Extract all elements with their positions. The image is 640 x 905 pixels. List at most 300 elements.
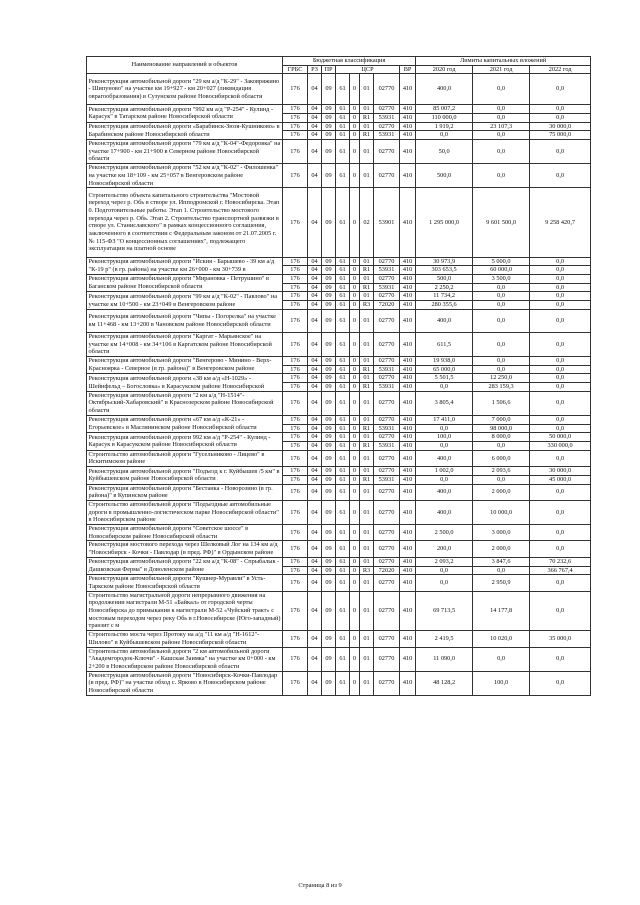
cell-2020: 19 938,0 [416,356,473,365]
object-name: Реконструкция автомобильной дороги 992 км а/д "Р-254" - Кулинд - Карасук в Карасукском районе Новосибирской области [87,433,283,450]
cell-vr: 410 [400,475,416,484]
cell-csr-direction: 02770 [374,292,400,301]
cell-csr-event: 01 [360,541,374,557]
cell-csr-program: 61 [336,383,350,392]
object-name: Строительство автомобильной дороги "2 км автомобильной дороги "Академгородок-Ключи" - Кашская Заимка" на участке км 0+000 - км 2+200 в Новосибирском районе Новосибирской области [87,647,283,671]
cell-grbs: 176 [283,500,308,524]
cell-pr: 09 [322,557,336,566]
cell-2021: 0,0 [473,301,530,310]
cell-vr: 410 [400,500,416,524]
cell-rz: 04 [308,415,322,424]
cell-csr-direction: 02770 [374,105,400,114]
cell-pr: 09 [322,74,336,105]
object-name: Реконструкция автомобильной дороги «38 км а/д «Н-1029» - Шейнфельд – Богословка» в Карасукском районе Новосибирской [87,374,283,391]
cell-csr-event: 01 [360,415,374,424]
cell-vr: 410 [400,557,416,566]
table-row [87,105,591,114]
table-body [87,74,591,695]
cell-rz: 04 [308,374,322,383]
cell-pr: 09 [322,356,336,365]
cell-vr: 410 [400,274,416,283]
cell-csr-program: 61 [336,566,350,575]
cell-2021: 2 093,6 [473,467,530,476]
cell-2022: 30 000,0 [530,467,591,476]
cell-rz: 04 [308,566,322,575]
cell-csr-event: R1 [360,131,374,140]
cell-rz: 04 [308,575,322,591]
cell-2022: 0,0 [530,671,591,695]
cell-2021: 0,0 [473,332,530,356]
cell-pr: 09 [322,467,336,476]
document-page [86,56,590,696]
cell-2022: 75 000,0 [530,131,591,140]
object-name: Реконструкция автомобильной дороги "Кушнер-Муравли" в Усть-Таркском районе Новосибирской области [87,575,283,591]
cell-rz: 04 [308,541,322,557]
cell-rz: 04 [308,122,322,131]
cell-csr-event: R1 [360,441,374,450]
cell-2020: 11 090,0 [416,647,473,671]
cell-rz: 04 [308,140,322,164]
cell-csr-subprogram: 0 [350,274,360,283]
cell-vr: 410 [400,374,416,383]
cell-rz: 04 [308,475,322,484]
cell-csr-program: 61 [336,309,350,332]
cell-vr: 410 [400,450,416,466]
cell-pr: 09 [322,500,336,524]
cell-grbs: 176 [283,591,308,631]
cell-pr: 09 [322,566,336,575]
cell-pr: 09 [322,309,336,332]
header-rz: РЗ [308,65,322,74]
cell-pr: 09 [322,374,336,383]
cell-csr-event: R3 [360,566,374,575]
cell-pr: 09 [322,257,336,266]
cell-2021: 0,0 [473,566,530,575]
cell-csr-program: 61 [336,164,350,188]
table-row [87,292,591,301]
cell-csr-subprogram: 0 [350,374,360,383]
cell-pr: 09 [322,164,336,188]
cell-2020: 85 007,2 [416,105,473,114]
cell-2022: 0,0 [530,292,591,301]
cell-2020: 110 000,0 [416,113,473,122]
cell-2021: 0,0 [473,105,530,114]
cell-csr-program: 61 [336,541,350,557]
cell-vr: 410 [400,671,416,695]
cell-csr-event: R1 [360,475,374,484]
object-name: Реконструкция автомобильной дороги "Новосибирск-Кочки-Павлодар (в пред. РФ)" на участке обход с. Ярково в Новосибирском районе Новосибирской области [87,671,283,695]
cell-pr: 09 [322,433,336,442]
cell-2020: 400,0 [416,450,473,466]
cell-2021: 0,0 [473,140,530,164]
cell-rz: 04 [308,257,322,266]
cell-csr-event: 01 [360,374,374,383]
cell-rz: 04 [308,356,322,365]
cell-2022: 0,0 [530,332,591,356]
cell-csr-program: 61 [336,332,350,356]
cell-2022: 0,0 [530,309,591,332]
cell-csr-event: 01 [360,356,374,365]
cell-csr-program: 61 [336,557,350,566]
cell-2021: 3 847,6 [473,557,530,566]
cell-csr-direction: 02770 [374,309,400,332]
cell-csr-program: 61 [336,266,350,275]
cell-rz: 04 [308,557,322,566]
cell-grbs: 176 [283,541,308,557]
cell-2021: 1 506,6 [473,391,530,415]
cell-grbs: 176 [283,383,308,392]
cell-2021: 100,0 [473,671,530,695]
cell-rz: 04 [308,500,322,524]
table-row [87,484,591,500]
cell-2020: 0,0 [416,475,473,484]
cell-pr: 09 [322,283,336,292]
cell-csr-event: 01 [360,525,374,541]
cell-pr: 09 [322,113,336,122]
cell-csr-direction: 02770 [374,647,400,671]
object-name: Реконструкция автомобильной дороги "29 км а/д "К-29" - Заковряжино - Шипуново" на участке км 19+927 - км 20+027 (ликвидация оврагообразования) в Сузунском районе Новосибирской области [87,74,283,105]
cell-csr-subprogram: 0 [350,441,360,450]
cell-2020: 0,0 [416,383,473,392]
header-2022: 2022 год [530,65,591,74]
cell-pr: 09 [322,631,336,647]
object-name: Реконструкция автомобильной дороги "Чипы - Погорелка" на участке км 11+468 - км 13+200 в Чановском районе Новосибирской области [87,309,283,332]
cell-pr: 09 [322,450,336,466]
cell-csr-program: 61 [336,467,350,476]
cell-2021: 2 000,0 [473,484,530,500]
cell-2020: 3 805,4 [416,391,473,415]
cell-2022: 0,0 [530,541,591,557]
cell-csr-event: R1 [360,113,374,122]
cell-csr-direction: 02770 [374,575,400,591]
cell-csr-program: 61 [336,450,350,466]
cell-2022: 0,0 [530,274,591,283]
cell-csr-direction: 02770 [374,332,400,356]
cell-csr-direction: 53931 [374,441,400,450]
cell-2022: 0,0 [530,450,591,466]
cell-csr-subprogram: 0 [350,391,360,415]
cell-rz: 04 [308,131,322,140]
cell-vr: 410 [400,356,416,365]
cell-csr-subprogram: 0 [350,500,360,524]
cell-csr-direction: 72020 [374,566,400,575]
cell-rz: 04 [308,113,322,122]
cell-csr-program: 61 [336,274,350,283]
cell-pr: 09 [322,591,336,631]
cell-csr-program: 61 [336,283,350,292]
object-name: Реконструкция автомобильной дороги "Мирановка - Петрушино" в Баганском районе Новосибирской области [87,274,283,291]
table-row [87,257,591,266]
cell-pr: 09 [322,383,336,392]
cell-csr-direction: 02770 [374,374,400,383]
cell-csr-subprogram: 0 [350,541,360,557]
cell-csr-subprogram: 0 [350,415,360,424]
cell-csr-subprogram: 0 [350,356,360,365]
cell-csr-subprogram: 0 [350,525,360,541]
cell-csr-subprogram: 0 [350,309,360,332]
cell-rz: 04 [308,292,322,301]
cell-rz: 04 [308,467,322,476]
cell-2022: 0,0 [530,113,591,122]
table-row [87,631,591,647]
cell-rz: 04 [308,647,322,671]
table-row [87,450,591,466]
cell-csr-subprogram: 0 [350,383,360,392]
cell-csr-subprogram: 0 [350,647,360,671]
object-name: Реконструкция автомобильной дороги "Иския - Барышево - 39 км а/д "К-19 р" (в гр. района) на участке км 26+000 - км 30+739 в [87,257,283,274]
cell-csr-subprogram: 0 [350,424,360,433]
object-name: Реконструкция автомобильной дороги "Венгерово - Минино - Верх-Красноярка - Северное (в гр. района)" в Венгеровском районе [87,356,283,373]
cell-csr-program: 61 [336,113,350,122]
cell-2020: 100,0 [416,433,473,442]
cell-csr-subprogram: 0 [350,105,360,114]
cell-csr-program: 61 [336,292,350,301]
cell-csr-direction: 02770 [374,257,400,266]
cell-csr-subprogram: 0 [350,140,360,164]
cell-pr: 09 [322,575,336,591]
table-row [87,500,591,524]
cell-vr: 410 [400,113,416,122]
table-row [87,332,591,356]
cell-csr-program: 61 [336,671,350,695]
header-grbs: ГРБС [283,65,308,74]
cell-2022: 0,0 [530,257,591,266]
cell-csr-program: 61 [336,188,350,257]
cell-csr-direction: 53931 [374,131,400,140]
cell-2022: 0,0 [530,415,591,424]
cell-vr: 410 [400,566,416,575]
object-name: Строительство объекта капитального строительства "Мостовой переход через р. Обь в створе ул. Ипподромской г. Новосибирска. Этап 0. Подготовительные работы. Этап 1. Строительство мостового перехода через р. Обь. Этап 2. Строительство транспортной развязки в створе ул. Станиславского" в рамках концессионного соглашения, заключенного в соответствии с Федеральным законом от 21.07.2005 г. № 115-ФЗ "О концессионных соглашениях", подлежащего эксплуатации на платной основе [87,188,283,257]
cell-csr-direction: 02770 [374,557,400,566]
cell-grbs: 176 [283,441,308,450]
cell-pr: 09 [322,332,336,356]
cell-2021: 8 000,0 [473,433,530,442]
cell-vr: 410 [400,164,416,188]
cell-2021: 3 500,0 [473,274,530,283]
cell-vr: 410 [400,283,416,292]
object-name: Реконструкция автомобильной дороги «67 км а/д «К-21» - Егорьевское» в Маслянинском районе Новосибирской области [87,415,283,432]
object-name: Реконструкция автомобильной дороги "Советское шоссе" в Новосибирском районе Новосибирской области [87,525,283,541]
cell-rz: 04 [308,631,322,647]
cell-vr: 410 [400,441,416,450]
cell-grbs: 176 [283,467,308,476]
cell-grbs: 176 [283,188,308,257]
cell-2022: 45 000,0 [530,475,591,484]
cell-2021: 0,0 [473,131,530,140]
cell-csr-program: 61 [336,415,350,424]
cell-2020: 69 713,5 [416,591,473,631]
cell-2021: 0,0 [473,365,530,374]
cell-rz: 04 [308,266,322,275]
cell-csr-subprogram: 0 [350,113,360,122]
cell-pr: 09 [322,647,336,671]
cell-2020: 400,0 [416,500,473,524]
cell-vr: 410 [400,424,416,433]
table-row [87,433,591,442]
cell-csr-direction: 53931 [374,113,400,122]
cell-csr-direction: 02770 [374,356,400,365]
cell-2022: 0,0 [530,164,591,188]
cell-pr: 09 [322,541,336,557]
cell-vr: 410 [400,591,416,631]
cell-csr-subprogram: 0 [350,475,360,484]
cell-2021: 0,0 [473,441,530,450]
cell-csr-program: 61 [336,374,350,383]
cell-csr-program: 61 [336,74,350,105]
cell-grbs: 176 [283,257,308,266]
cell-grbs: 176 [283,266,308,275]
cell-csr-subprogram: 0 [350,566,360,575]
cell-csr-direction: 02770 [374,541,400,557]
cell-2022: 35 000,0 [530,631,591,647]
header-2021: 2021 год [473,65,530,74]
cell-csr-program: 61 [336,525,350,541]
table-row [87,374,591,383]
cell-grbs: 176 [283,332,308,356]
cell-csr-program: 61 [336,424,350,433]
cell-grbs: 176 [283,433,308,442]
cell-2021: 9 601 500,0 [473,188,530,257]
cell-vr: 410 [400,415,416,424]
cell-csr-event: R1 [360,283,374,292]
cell-pr: 09 [322,274,336,283]
object-name: Реконструкция автомобильной дороги "Бестанка - Новорозино (в гр. района)" в Купинском районе [87,484,283,500]
table-row [87,415,591,424]
cell-2022: 0,0 [530,74,591,105]
cell-2022: 70 232,6 [530,557,591,566]
cell-csr-direction: 53931 [374,475,400,484]
cell-csr-program: 61 [336,475,350,484]
cell-csr-direction: 53931 [374,283,400,292]
cell-vr: 410 [400,131,416,140]
cell-rz: 04 [308,391,322,415]
cell-2022: 0,0 [530,301,591,310]
header-limits-group: Лимиты капитальных вложений [416,57,591,66]
table-row [87,356,591,365]
table-row [87,274,591,283]
cell-csr-direction: 02770 [374,274,400,283]
cell-grbs: 176 [283,566,308,575]
cell-2021: 0,0 [473,292,530,301]
cell-vr: 410 [400,383,416,392]
cell-csr-direction: 02770 [374,74,400,105]
object-name: Строительство автомобильной дороги "Гусельниково - Лицево" в Искитимском районе [87,450,283,466]
cell-csr-event: 01 [360,391,374,415]
cell-pr: 09 [322,415,336,424]
cell-csr-event: 01 [360,591,374,631]
cell-vr: 410 [400,525,416,541]
object-name: Реконструкция автомобильной дороги "52 км а/д "К-02" - Филошенка" на участке км 18+109 - км 25+057 в Венгеровском районе Новосибирской области [87,164,283,188]
cell-2021: 0,0 [473,647,530,671]
cell-csr-program: 61 [336,500,350,524]
cell-pr: 09 [322,365,336,374]
cell-csr-event: R1 [360,383,374,392]
cell-grbs: 176 [283,283,308,292]
object-name: Реконструкция автомобильной дороги "Каргат - Марьянское" на участке км 14+008 - км 34+106 в Каргатском районе Новосибирской области [87,332,283,356]
cell-2020: 0,0 [416,575,473,591]
object-name: Реконструкция автомобильной дороги "22 км а/д "К-08" - Спрыбалык - Дашковская Ферма" в Доволенском районе [87,557,283,574]
table-row [87,140,591,164]
table-row [87,575,591,591]
cell-2022: 0,0 [530,105,591,114]
cell-csr-program: 61 [336,441,350,450]
cell-csr-event: 02 [360,188,374,257]
cell-csr-subprogram: 0 [350,484,360,500]
cell-rz: 04 [308,188,322,257]
cell-csr-direction: 53931 [374,424,400,433]
cell-vr: 410 [400,484,416,500]
cell-csr-event: R1 [360,424,374,433]
cell-grbs: 176 [283,356,308,365]
cell-grbs: 176 [283,415,308,424]
cell-rz: 04 [308,591,322,631]
cell-grbs: 176 [283,74,308,105]
cell-csr-program: 61 [336,365,350,374]
cell-2021: 10 020,0 [473,631,530,647]
cell-vr: 410 [400,140,416,164]
cell-2022: 0,0 [530,391,591,415]
cell-2022: 0,0 [530,140,591,164]
cell-csr-event: R1 [360,266,374,275]
cell-2020: 200,0 [416,541,473,557]
header-vr: ВР [400,65,416,74]
investment-table [86,56,591,696]
cell-2022: 0,0 [530,591,591,631]
cell-rz: 04 [308,301,322,310]
cell-2021: 0,0 [473,164,530,188]
cell-csr-program: 61 [336,631,350,647]
cell-2022: 366 767,4 [530,566,591,575]
cell-grbs: 176 [283,122,308,131]
cell-2022: 0,0 [530,575,591,591]
header-csr: ЦСР [336,65,400,74]
cell-rz: 04 [308,105,322,114]
cell-csr-program: 61 [336,591,350,631]
cell-2022: 0,0 [530,525,591,541]
cell-rz: 04 [308,441,322,450]
cell-2020: 0,0 [416,131,473,140]
cell-2021: 60 000,0 [473,266,530,275]
cell-2022: 0,0 [530,374,591,383]
cell-csr-subprogram: 0 [350,671,360,695]
cell-csr-direction: 53901 [374,188,400,257]
cell-grbs: 176 [283,292,308,301]
object-name: Реконструкция автомобильной дороги "99 км а/д "К-02" - Павлово" на участке км 10+500 - км 23+049 в Венгеровском районе [87,292,283,309]
cell-rz: 04 [308,424,322,433]
cell-csr-program: 61 [336,131,350,140]
cell-pr: 09 [322,484,336,500]
cell-grbs: 176 [283,113,308,122]
cell-2020: 1 002,0 [416,467,473,476]
cell-2022: 0,0 [530,266,591,275]
cell-grbs: 176 [283,391,308,415]
table-row [87,671,591,695]
cell-2020: 500,0 [416,164,473,188]
cell-csr-program: 61 [336,257,350,266]
cell-grbs: 176 [283,140,308,164]
cell-grbs: 176 [283,525,308,541]
cell-2020: 50,0 [416,140,473,164]
cell-vr: 410 [400,541,416,557]
cell-grbs: 176 [283,647,308,671]
cell-grbs: 176 [283,557,308,566]
cell-2020: 0,0 [416,441,473,450]
table-row [87,467,591,476]
cell-csr-direction: 02770 [374,415,400,424]
cell-rz: 04 [308,332,322,356]
cell-2021: 0,0 [473,113,530,122]
cell-rz: 04 [308,383,322,392]
